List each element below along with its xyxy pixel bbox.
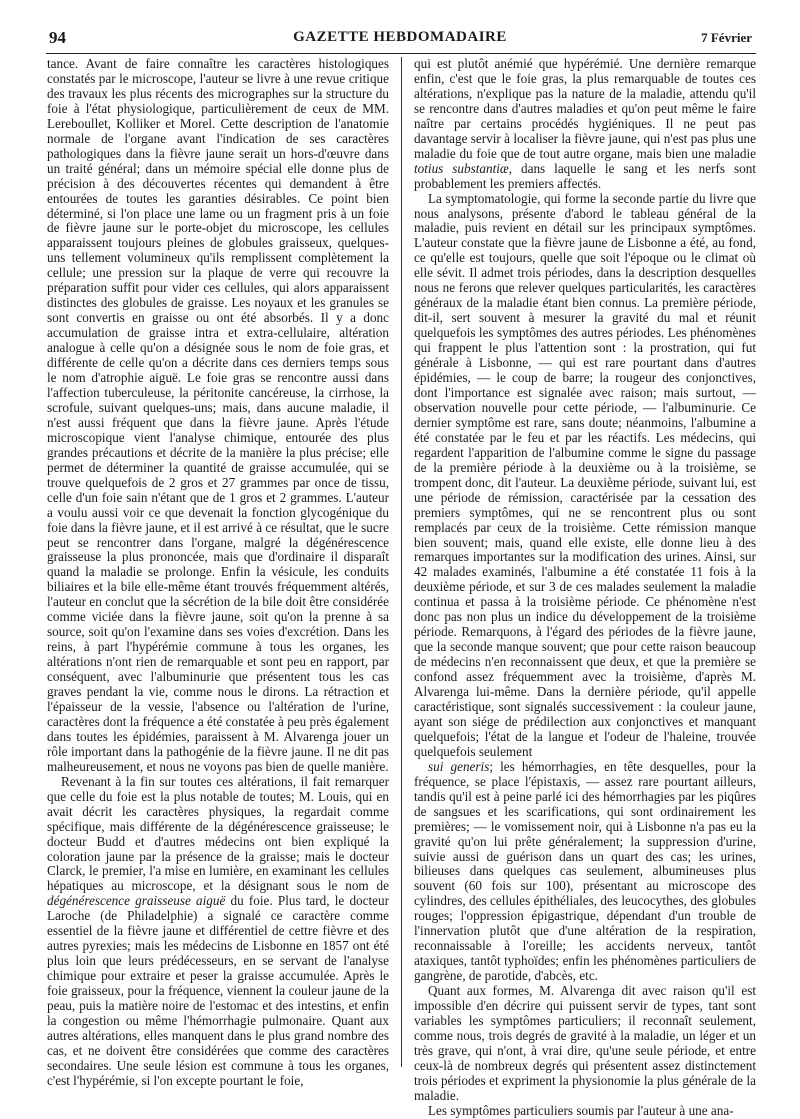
paragraph-text: du foie. Plus tard, le docteur Laroche (de Philadelphie) a signalé ce caractère comme essentiel de la fièvre jaune et différentiel de cettre fièvre et des autres pyrexies; mais les médecins de Lisbonne en 1857 ont été plus loin que leurs prédécesseurs, en se servant de l'analyse chimique pour extraire et peser la graisse accumulée. Après le foie graisseux, pour la fréquence, viennent la couleur jaune de la peau, puis la matière noire de l'estomac et des intestins, et enfin la congestion ou même l'hémorrhagie pulmonaire. Quant aux autres altérations, elles manquent dans le plus grand nombre des cas, et ne doivent être considérées que comme des caractères secondaires. Une seule lésion est commune à tous les organes, c'est l'hypérémie, si l'on excepte pourtant le foie, (47, 893, 389, 1088)
paragraph-text: Quant aux formes, M. Alvarenga dit avec raison qu'il est impossible d'en décrire qui puissent servir de types, tant sont variables les symptômes particuliers; il reconnaît seulement, comme nous, trois degrés de gravité à la maladie, un léger et un très grave, qui n'ont, à vrai dire, qu'une seule période, et entre ceux-là de nombreux degrés qui présentent assez distinctement trois périodes et expriment la physionomie la plus générale de la maladie. (414, 983, 756, 1103)
paragraph (414, 760, 756, 984)
paragraph-text: , dans laquelle le sang et les nerfs sont probablement les premiers affectés. (414, 160, 756, 191)
page-header (0, 0, 800, 60)
paragraph-text: ; les hémorrhagies, en tête desquelles, pour la fréquence, se place l'épistaxis, — assez rare pourtant ailleurs, tandis qu'il est à peine parlé ici des hémorrhagies par les piqûres de sangsues et les scarifications, qui sont ordinairement les premières; — le vomissement noir, qui à Lisbonne n'a pas eu la gravité qu'on lui prête généralement; la suppression d'urine, suivie aussi de guérison dans un quart des cas; les urines, bilieuses dans quelques cas seulement, albumineuses plus souvent (60 fois sur 100), présentant au microscope des cylindres, des cellules épithéliales, des leucocythes, des globules rouges; l'oppression épigastrique, dépendant d'un trouble de l'innervation plutôt que d'une altération de la respiration, reconnaissable à l'oreille; les accidents nerveux, tantôt ataxiques, tantôt typhoïdes; enfin les phénomènes particuliers de gangrène, de parotide, d'abcès, etc. (414, 758, 756, 984)
issue-date: 7 Février (701, 30, 752, 45)
paragraph-text: Revenant à la fin sur toutes ces altérations, il fait remarquer que celle du foie est la plus notable de toutes; M. Louis, qui en avait décrit les caractères physiques, la regardait comme spécifique, mais différente de la dégénérescence graisseuse; le docteur Budd et d'autres médecins ont bien expliqué la coloration jaune par la présence de la graisse; mais le docteur Clarck, le premier, l'a mise en lumière, en examinant les cellules hépatiques au microscope, et la désignant sous le nom de (47, 773, 389, 894)
paragraph-text: tance. Avant de faire connaître les caractères histologiques constatés par le microscope, l'auteur se livre à une revue critique des travaux les plus récents des micrographes sur la structure du foie à l'état physiologique, particulièrement de ceux de MM. Lereboullet, Kolliker et Morel. Cette description de l'anatomie normale de l'organe avant l'indication de ses caractères pathologiques dans la fièvre jaune serait un hors-d'œuvre dans un traité général; dans un mémoire spécial elle donne plus de précision à des découvertes récentes qui demandent à être entourées de toutes les garanties désirables. Ce point bien déterminé, si l'on place une lame ou un fragment pris à un foie de fièvre jaune sur le porte-objet du microscope, les cellules apparaissent toujours pleines de globules graisseux, quelques-uns tellement volumineux qu'ils remplissent complètement la cellule; une pression sur la plaque de verre qui recouvre la préparation suffit pour vider ces cellules, qui alors apparaissent distinctes des globules de graisse. Les noyaux et les granules se sont convertis en graisse ou ont été absorbés. Il y a donc accumulation de graisse intra et extra-cellulaire, altération analogue à celle qu'on a désignée sous le nom de foie gras, et différente de celle qu'on a décrite dans ces derniers temps sous le nom d'atrophie aiguë. Le foie gras se rencontre aussi dans l'affection tuberculeuse, la péritonite cancéreuse, la cirrhose, la scrofule, suivant quelques-uns; mais, dans aucune maladie, il n'est aussi fréquent que dans la fièvre jaune. Après l'étude microscopique vient l'analyse chimique, entourée des plus grandes précautions et décrite de la manière la plus précise; elle permet de déterminer la quantité de graisse accumulée, qui se trouve quelquefois de 2 gros et 27 grammes par once de tissu, celle d'un foie sain n'étant que de 1 gros et 2 grammes. L'auteur a voulu aussi voir ce que devenait la fonction glycogénique du foie dans la fièvre jaune, et il est arrivé à ce résultat, que le sucre peut se rencontrer dans l'organe, malgré la dégénérescence graisseuse la plus prononcée, mais que d'ordinaire il disparaît quand la maladie se prolonge. Enfin la vésicule, les conduits biliaires et la bile elle-même étant trouvés fréquemment altérés, l'auteur en conclut que la sécrétion de la bile doit être considérée comme viciée dans la fièvre jaune, soit qu'on la prenne à sa source, soit qu'on l'examine dans ses voies d'excrétion. Dans les reins, à part l'hypérémie commune à tous les organes, les altérations n'ont rien de remarquable et sont peu en rapport, par conséquent, avec l'albuminurie que présentent tous les cas graves pendant la vie, comme nous le dirons. La rétraction et l'épaisseur de la vessie, l'absence ou l'altération de l'urine, caractères dont la fréquence a été constatée à peu près également dans toutes les épidémies, paraissent à M. Alvarenga jouer un rôle important dans la pathogénie de la fièvre jaune. Il ne dit pas malheureusement, et nous ne voyons pas bien de quelle manière. (47, 56, 389, 774)
italic-term: sui generis (428, 758, 490, 774)
paragraph (414, 984, 756, 1104)
header-rule (46, 53, 756, 54)
left-column (47, 56, 389, 1088)
paragraph (414, 57, 756, 192)
paragraph (47, 775, 389, 1089)
paragraph (47, 57, 389, 775)
italic-term: dégénérescence graisseuse aiguë (47, 893, 226, 909)
journal-title: GAZETTE HEBDOMADAIRE (293, 29, 507, 45)
paragraph-text: Les symptômes particuliers soumis par l'auteur à une ana- (428, 1102, 734, 1118)
paragraph (414, 1104, 756, 1119)
italic-term: totius substantiæ (414, 160, 509, 176)
page-number: 94 (49, 28, 66, 47)
right-column (414, 56, 756, 1118)
paragraph-text: La symptomatologie, qui forme la seconde partie du livre que nous analysons, présente d'abord le tableau général de la maladie, puis revient en détail sur les principaux symptômes. L'auteur constate que la fièvre jaune de Lisbonne a été, au fond, ce qu'elle est toujours, quelle que soit l'époque ou le climat où elle sévit. Il admet trois périodes, dans la description desquelles nous ne ferons que relever quelques particularités, les caractères généraux de la maladie étant bien connus. La première période, dit-il, sert souvent à mesurer la gravité du mal et réunit quelquefois les symptômes des autres périodes. Les phénomènes qui frappent le plus l'attention sont : la prostration, qui fut générale à Lisbonne, — qui est rare pourtant dans d'autres épidémies, — le coup de barre; la rougeur des conjonctives, dont l'importance est signalée avec raison; mais surtout, — observation nouvelle pour cette période, — l'albuminurie. Ce dernier symptôme est rare, sans doute; néanmoins, l'albumine a été constatée par le feu et par les réactifs. Les médecins, qui regardent l'apparition de l'albumine comme le signe du passage de la première période à la deuxième ou à la troisième, se trompent donc, dit l'auteur. La deuxième période, suivant lui, est une période de rémission, caractérisée par la cessation des premiers symptômes, qui ne se rencontrent plus ou sont remplacés par ceux de la troisième. Cette rémission manque bien souvent; mais, quand elle existe, elle donne lieu à des remarques importantes sur la modification des urines. Ainsi, sur 42 malades examinés, l'albumine a été constatée 11 fois à la deuxième période, et sur 3 de ces malades seulement la maladie continua et passa à la troisième période. Ce phénomène n'est donc pas non plus un indice du développement de la troisième période. Remarquons, à l'égard des périodes de la fièvre jaune, que la seconde manque souvent; que pour cette raison beaucoup de médecins n'en reconnaissent que deux, et que la première se confond assez fréquemment avec la troisième, d'après M. Alvarenga lui-même. Dans la dernière période, qu'il appelle caractéristique, sont signalés successivement : la couleur jaune, ayant son siége de prédilection aux conjonctives et manquant quelquefois; l'état de la langue et l'odeur de l'haleine, trouvée quelquefois seulement (414, 190, 756, 759)
paragraph (414, 192, 756, 760)
column-divider (401, 57, 402, 1067)
paragraph-text: qui est plutôt anémié que hypérémié. Une dernière remarque enfin, c'est que le foie gras, la plus remarquable de toutes ces altérations, n'explique pas la nature de la maladie, attendu qu'il se rencontre dans d'autres maladies et qu'on peut même le faire naître par certains procédés hygiéniques. Il ne peut pas davantage servir à localiser la fièvre jaune, qui n'est pas plus une maladie du foie que de tout autre organe, mais bien une maladie (414, 56, 756, 161)
